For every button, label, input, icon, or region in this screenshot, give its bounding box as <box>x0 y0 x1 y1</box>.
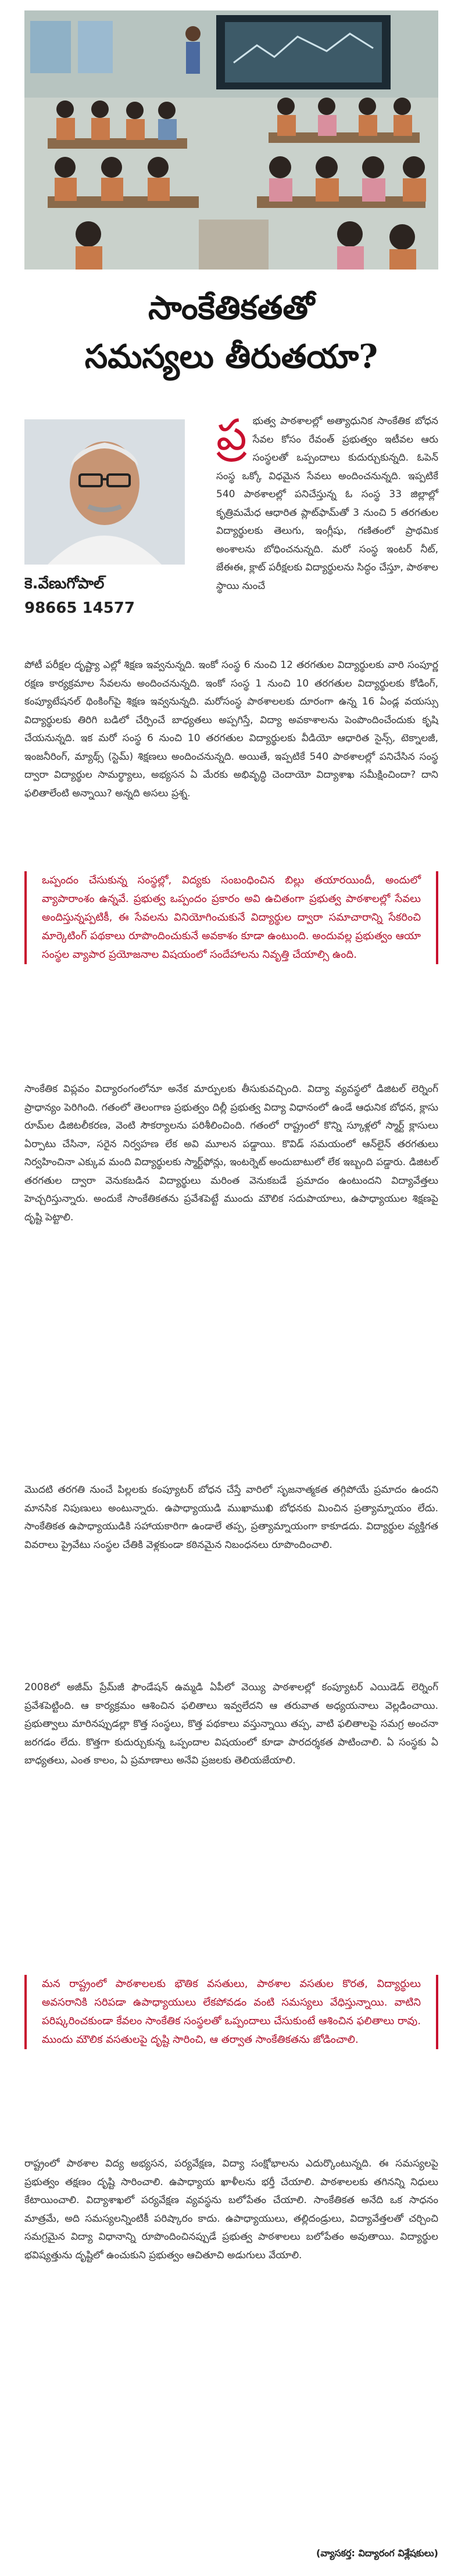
pull-quote-1 <box>24 871 438 964</box>
article-intro-continued <box>24 656 438 803</box>
section-2-text: మొదటి తరగతి నుంచే పిల్లలకు కంప్యూటర్ బోధన చేస్తే వారిలో సృజనాత్మకత తగ్గిపోయే ప్రమాదం ఉందని మానసిక నిపుణులు అంటున్నారు. ఉపాధ్యాయుడి ముఖాముఖి బోధనకు మించిన ప్రత్యామ్నాయం లేదు. సాంకేతికత ఉపాధ్యాయుడికి సహాయకారిగా ఉండాలే తప్ప, ప్రత్యామ్నాయంగా కాకూడదు. విద్యార్థుల వ్యక్తిగత వివరాలు ప్రైవేటు సంస్థల చేతికి వెళ్లకుండా కఠినమైన నిబంధనలు రూపొందించాలి. <box>24 1484 438 1551</box>
pull-quote-2 <box>24 1975 438 2049</box>
dropcap: ప్ర <box>216 410 247 460</box>
article-section-2 <box>24 1481 438 1554</box>
section-4-text: రాష్ట్రంలో పాఠశాల విద్య అభ్యసన, పర్యవేక్షణ, విద్యా సంక్షోభాలను ఎదుర్కొంటున్నది. ఈ సమస్యలపై ప్రభుత్వం తక్షణం దృష్టి సారించాలి. ఉపాధ్యాయ ఖాళీలను భర్తీ చేయాలి. పాఠశాలలకు తగినన్ని నిధులు కేటాయించాలి. విద్యాశాఖలో పర్యవేక్షణ వ్యవస్థను బలోపేతం చేయాలి. సాంకేతికత అనేది ఒక సాధనం మాత్రమే, అది సమస్యలన్నింటికీ పరిష్కారం కాదు. ఉపాధ్యాయులు, తల్లిదండ్రులు, విద్యావేత్తలతో చర్చించి సమగ్రమైన విద్యా విధానాన్ని రూపొందించినప్పుడే ప్రభుత్వ పాఠశాలలు బలోపేతం అవుతాయి. విద్యార్థుల భవిష్యత్తును దృష్టిలో ఉంచుకుని ప్రభుత్వం ఆచితూచి అడుగులు వేయాలి. <box>24 2158 438 2261</box>
author-portrait <box>24 419 185 565</box>
article-intro <box>216 412 438 595</box>
section-1-text: సాంకేతిక విప్లవం విద్యారంగంలోనూ అనేక మార్పులకు తీసుకువచ్చింది. విద్యా వ్యవస్థలో డిజిటల్ లెర్నింగ్ ప్రాధాన్యం పెరిగింది. గతంలో తెలంగాణ ప్రభుత్వం దిల్లీ ప్రభుత్వ విద్యా విధానంలో ఉండే ఆధునిక బోధన, క్లాసు రూమ్‌ల డిజిటలీకరణ, వెంటి సౌకర్యాలను పరిశీలించింది. గతంలో రాష్ట్రంలో కొన్ని స్కూళ్లలో స్మార్ట్ క్లాసులు ఏర్పాటు చేసినా, సరైన నిర్వహణ లేక అవి మూలన పడ్డాయి. కొవిడ్ సమయంలో ఆన్‌లైన్ తరగతులు నిర్వహించినా ఎక్కువ మంది విద్యార్థులకు స్మార్ట్‌ఫోన్లు, ఇంటర్నెట్ అందుబాటులో లేక ఇబ్బంది పడ్డారు. డిజిటల్ తరగతుల ద్వారా వెనుకబడిన విద్యార్థులు మరింత వెనుకబడే ప్రమాదం ఉంటుందని విద్యావేత్తలు హెచ్చరిస్తున్నారు. అందుకే సాంకేతికతను ప్రవేశపెట్టే ముందు మౌలిక సదుపాయాలు, ఉపాధ్యాయుల శిక్షణపై దృష్టి పెట్టాలి. <box>24 1083 438 1223</box>
intro-text: భుత్వ పాఠశాలల్లో అత్యాధునిక సాంకేతిక బోధన సేవల కోసం రేవంత్ ప్రభుత్వం ఇటీవల ఆరు సంస్థలతో ఒప్పందాలు కుదుర్చుకున్నది. ఓపెన్ సంస్థ ఒక్కో విధమైన సేవలు అందించనున్నది. ఇప్పటికే 540 పాఠశాలల్లో పనిచేస్తున్న ఓ సంస్థ 33 జిల్లాల్లో కృత్రిమమేధ ఆధారిత ప్లాట్‌ఫామ్‌తో 3 నుంచి 5 తరగతుల విద్యార్థులకు తెలుగు, ఇంగ్లీషు, గణితంలో ప్రాథమిక అంశాలను బోధించనున్నది. మరో సంస్థ ఇంటర్ నీట్, జేఈఈ, క్లాట్ పరీక్షలకు విద్యార్థులను సిద్ధం చేస్తూ, పాఠశాల స్థాయి నుంచే <box>216 415 438 592</box>
pull-quote-2-text: మన రాష్ట్రంలో పాఠశాలలకు భౌతిక వసతులు, పాఠశాల వసతుల కొరత, విద్యార్థులు అవసరానికి సరిపడా ఉపాధ్యాయులు లేకపోవడం వంటి సమస్యలు వేధిస్తున్నాయి. వాటిని పరిష్కరించకుండా కేవలం సాంకేతిక సంస్థలతో ఒప్పందాలు చేసుకుంటే ఆశించిన ఫలితాలు రావు. ముందు మౌలిక వసతులపై దృష్టి సారించి, ఆ తర్వాత సాంకేతికతను జోడించాలి. <box>42 1978 421 2046</box>
article-section-4 <box>24 2155 438 2265</box>
article-section-1 <box>24 1080 438 1227</box>
author-phone: 98665 14577 <box>24 599 135 617</box>
section-3-text: 2008లో అజీమ్ ప్రేమ్‌జీ ఫౌండేషన్ ఉమ్మడి ఏపీలో వెయ్యి పాఠశాలల్లో కంప్యూటర్ ఎయిడెడ్ లెర్నింగ్ ప్రవేశపెట్టింది. ఆ కార్యక్రమం ఆశించిన ఫలితాలు ఇవ్వలేదని ఆ తరువాత అధ్యయనాలు వెల్లడించాయి. ప్రభుత్వాలు మారినప్పుడల్లా కొత్త సంస్థలు, కొత్త పథకాలు వస్తున్నాయి తప్ప, వాటి ఫలితాలపై సమగ్ర అంచనా జరగడం లేదు. కొత్తగా కుదుర్చుకున్న ఒప్పందాల విషయంలో కూడా పారదర్శకత పాటించాలి. ఏ సంస్థకు ఏ బాధ్యతలు, ఎంత కాలం, ఏ ప్రమాణాలు అనేవి ప్రజలకు తెలియజేయాలి. <box>24 1682 438 1766</box>
author-block <box>24 419 199 617</box>
article-section-3 <box>24 1679 438 1770</box>
pull-quote-1-text: ఒప్పందం చేసుకున్న సంస్థల్లో, విద్యకు సంబంధించిన బిల్లు తయారయిందీ, అందులో వ్యాపారాంశం ఉన్నవే. ప్రభుత్వ ఒప్పందం ప్రకారం అవి ఉచితంగా ప్రభుత్వ పాఠశాలల్లో సేవలు అందిస్తున్నప్పటికీ, ఈ సేవలను వినియోగించుకునే విద్యార్థుల ద్వారా సమాచారాన్ని సేకరించి మార్కెటింగ్ పథకాలు రూపొందించుకునే అవకాశం కూడా ఉంటుంది. అందువల్ల ప్రభుత్వం ఆయా సంస్థల వ్యాపార ప్రయోజనాల విషయంలో సందేహాలను నివృత్తి చేయాల్సి ఉంది. <box>42 874 421 961</box>
author-byline-note: (వ్యాసకర్త: విద్యారంగ విశ్లేషకులు) <box>316 2548 438 2559</box>
author-name: కె.వేణుగోపాల్ <box>24 575 105 592</box>
headline-line-2: సమస్యలు తీరుతయా? <box>84 337 378 376</box>
headline-line-1: సాంకేతికతతో <box>148 289 314 327</box>
headline <box>24 283 438 381</box>
classroom-photo <box>24 10 438 270</box>
intro-continued-text: పోటీ పరీక్షల దృష్ట్యా ఎల్లో శిక్షణ ఇవ్వనున్నది. ఇంకో సంస్థ 6 నుంచి 12 తరగతుల విద్యార్థులకు వారి సంపూర్ణ రక్షణ కార్యక్రమాల సేవలను అందించనున్నది. ఇంకో సంస్థ 1 నుంచి 10 తరగతుల విద్యార్థులకు కోడింగ్, కంప్యూటేషనల్ థింకింగ్‌పై శిక్షణ ఇవ్వనున్నది. మరోసంస్థ పాఠశాలలకు దూరంగా ఉన్న 16 ఏండ్ల వయస్సు విద్యార్థులకు తిరిగి బడిలో చేర్పించే బాధ్యతలు అప్పగిస్తే, విద్యా అవకాశాలను పెంపొందించేందుకు కృషి చేయనున్నది. ఇక మరో సంస్థ 6 నుంచి 10 తరగతుల విద్యార్థులకు వీడియో ఆధారిత సైన్స్, టెక్నాలజీ, ఇంజనీరింగ్, మ్యాథ్స్ (స్టెమ్) శిక్షణలు అందించనున్నది. అయితే, ఇప్పటికే 540 పాఠశాలల్లో పనిచేసిన సంస్థ ద్వారా విద్యార్థుల సామర్థ్యాలు, అభ్యసన ఏ మేరకు అభివృద్ధి చెందాయో విద్యాశాఖ సమీక్షించిందా? దాని ఫలితాలేంటి అన్నాయి? అన్నది అసలు ప్రశ్న. <box>24 659 438 799</box>
